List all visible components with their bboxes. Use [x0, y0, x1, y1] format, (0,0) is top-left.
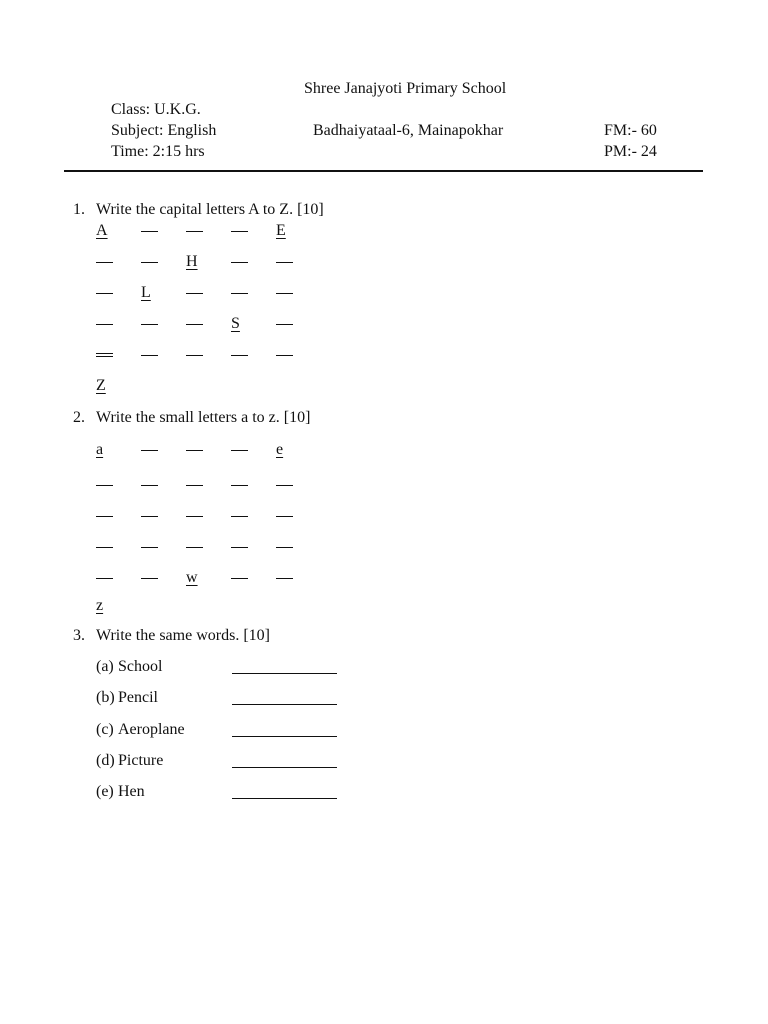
letter-blank[interactable]: [141, 568, 158, 588]
letter-blank[interactable]: [276, 475, 293, 495]
letter-blank[interactable]: [231, 475, 248, 495]
q3-number: 3.: [73, 627, 85, 644]
q3-answer-line[interactable]: [232, 736, 337, 737]
q3-answer-line[interactable]: [232, 767, 337, 768]
q3-answer-line[interactable]: [232, 673, 337, 674]
letter-blank[interactable]: [186, 345, 203, 365]
given-letter: Z: [96, 377, 106, 394]
q3-item-label: (d): [96, 752, 115, 769]
letter-blank[interactable]: [141, 537, 158, 557]
q3-item-word: Pencil: [118, 689, 158, 706]
letter-blank[interactable]: [141, 440, 158, 460]
letter-blank[interactable]: [186, 537, 203, 557]
q1-text: Write the capital letters A to Z. [10]: [96, 201, 324, 218]
letter-blank[interactable]: [141, 221, 158, 241]
letter-blank[interactable]: [231, 221, 248, 241]
letter-blank[interactable]: [96, 475, 113, 495]
header-divider: [64, 170, 703, 172]
letter-blank[interactable]: [186, 283, 203, 303]
q3-answer-line[interactable]: [232, 704, 337, 705]
q2-number: 2.: [73, 409, 85, 426]
letter-blank[interactable]: [141, 475, 158, 495]
letter-blank[interactable]: [96, 568, 113, 588]
q3-item-label: (c): [96, 721, 114, 738]
school-name: Shree Janajyoti Primary School: [304, 80, 507, 97]
given-letter: H: [186, 253, 198, 270]
letter-blank[interactable]: [141, 506, 158, 526]
letter-blank[interactable]: [141, 252, 158, 272]
letter-blank[interactable]: [231, 252, 248, 272]
q3-answer-line[interactable]: [232, 798, 337, 799]
q3-text: Write the same words. [10]: [96, 627, 270, 644]
letter-blank[interactable]: [186, 475, 203, 495]
q3-item-word: School: [118, 658, 163, 675]
given-letter: L: [141, 284, 151, 301]
letter-blank[interactable]: [96, 252, 113, 272]
school-address: Badhaiyataal-6, Mainapokhar: [313, 122, 504, 139]
q3-item-word: Aeroplane: [118, 721, 185, 738]
letter-blank[interactable]: [231, 283, 248, 303]
letter-blank[interactable]: [141, 345, 158, 365]
letter-blank[interactable]: [96, 537, 113, 557]
q3-item-word: Hen: [118, 783, 145, 800]
letter-blank[interactable]: [276, 314, 293, 334]
letter-blank[interactable]: [276, 345, 293, 365]
q3-item-label: (a): [96, 658, 114, 675]
given-letter: E: [276, 222, 286, 239]
letter-blank[interactable]: [186, 506, 203, 526]
q3-item-label: (e): [96, 783, 114, 800]
given-letter: w: [186, 569, 198, 586]
given-letter: a: [96, 441, 104, 458]
class-line: Class: U.K.G.: [111, 101, 201, 118]
letter-blank[interactable]: [186, 221, 203, 241]
letter-blank[interactable]: [96, 345, 113, 365]
letter-blank[interactable]: [96, 506, 113, 526]
letter-blank[interactable]: [186, 314, 203, 334]
letter-blank[interactable]: [231, 345, 248, 365]
letter-blank[interactable]: [186, 440, 203, 460]
given-letter: S: [231, 315, 240, 332]
letter-blank[interactable]: [96, 314, 113, 334]
letter-blank[interactable]: [231, 506, 248, 526]
letter-blank[interactable]: [141, 314, 158, 334]
letter-blank[interactable]: [231, 537, 248, 557]
pass-marks: PM:- 24: [604, 143, 657, 160]
letter-blank[interactable]: [231, 568, 248, 588]
given-letter: A: [96, 222, 108, 239]
q1-number: 1.: [73, 201, 85, 218]
letter-blank[interactable]: [96, 283, 113, 303]
q3-item-label: (b): [96, 689, 115, 706]
time-line: Time: 2:15 hrs: [111, 143, 205, 160]
letter-blank[interactable]: [276, 568, 293, 588]
full-marks: FM:- 60: [604, 122, 657, 139]
q2-text: Write the small letters a to z. [10]: [96, 409, 311, 426]
letter-blank[interactable]: [276, 537, 293, 557]
letter-blank[interactable]: [276, 252, 293, 272]
letter-blank[interactable]: [276, 506, 293, 526]
letter-blank[interactable]: [231, 440, 248, 460]
letter-blank[interactable]: [276, 283, 293, 303]
subject-line: Subject: English: [111, 122, 217, 139]
given-letter: e: [276, 441, 284, 458]
given-letter: z: [96, 597, 104, 614]
q3-item-word: Picture: [118, 752, 164, 769]
